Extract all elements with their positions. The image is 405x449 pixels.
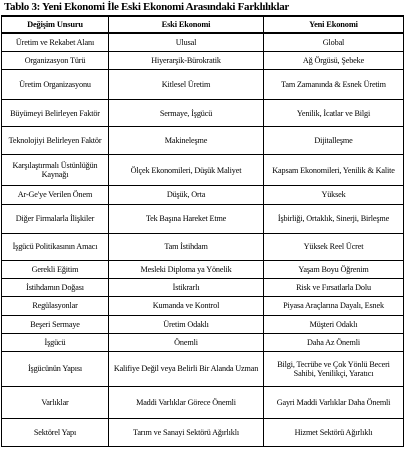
change-element-cell: Üretim ve Rekabet Alanı	[2, 33, 109, 51]
old-economy-cell: Mesleki Diploma ya Yönelik	[109, 260, 264, 278]
old-economy-cell: Sermaye, İşgücü	[109, 100, 264, 127]
change-element-cell: İşgücünün Yapısı	[2, 352, 109, 386]
old-economy-cell: Tek Başına Hareket Etme	[109, 204, 264, 233]
table-row	[2, 260, 404, 278]
new-economy-cell: İşbirliği, Ortaklık, Sinerji, Birleşme	[264, 204, 404, 233]
old-economy-cell: Düşük, Orta	[109, 186, 264, 204]
change-element-cell: Büyümeyi Belirleyen Faktör	[2, 100, 109, 127]
new-economy-cell: Yaşam Boyu Öğrenim	[264, 260, 404, 278]
change-element-cell: Sektörel Yapı	[2, 418, 109, 446]
new-economy-cell: Yenilik, İcatlar ve Bilgi	[264, 100, 404, 127]
old-economy-cell: Makineleşme	[109, 127, 264, 155]
new-economy-cell: Hizmet Sektörü Ağırlıklı	[264, 418, 404, 446]
new-economy-cell: Risk ve Fırsatlarla Dolu	[264, 278, 404, 296]
table-row	[2, 386, 404, 418]
change-element-cell: İşgücü	[2, 333, 109, 351]
table-row	[2, 51, 404, 69]
new-economy-cell: Yüksek Reel Ücret	[264, 233, 404, 260]
change-element-cell: İstihdamın Doğası	[2, 278, 109, 296]
new-economy-cell: Gayri Maddi Varlıklar Daha Önemli	[264, 386, 404, 418]
old-economy-cell: Üretim Odaklı	[109, 315, 264, 333]
old-economy-cell: İstikrarlı	[109, 278, 264, 296]
old-economy-cell: Kitlesel Üretim	[109, 70, 264, 100]
change-element-cell: İşgücü Politikasının Amacı	[2, 233, 109, 260]
change-element-cell: Gerekli Eğitim	[2, 260, 109, 278]
old-economy-cell: Ulusal	[109, 33, 264, 51]
new-economy-cell: Tam Zamanında & Esnek Üretim	[264, 70, 404, 100]
new-economy-cell: Global	[264, 33, 404, 51]
table-row	[2, 233, 404, 260]
change-element-cell: Regülasyonlar	[2, 297, 109, 315]
old-economy-cell: Tam İstihdam	[109, 233, 264, 260]
table-row	[2, 418, 404, 446]
table-row	[2, 155, 404, 186]
new-economy-cell: Ağ Örgüsü, Şebeke	[264, 51, 404, 69]
new-economy-cell: Yüksek	[264, 186, 404, 204]
table-title: Tablo 3: Yeni Ekonomi İle Eski Ekonomi Arasındaki Farklılıklar	[4, 1, 289, 13]
new-economy-cell: Kapsam Ekonomileri, Yenilik & Kalite	[264, 155, 404, 186]
change-element-cell: Diğer Firmalarla İlişkiler	[2, 204, 109, 233]
change-element-cell: Karşılaştırmalı Üstünlüğün Kaynağı	[2, 155, 109, 186]
header-row	[2, 16, 404, 33]
new-economy-cell: Dijitalleşme	[264, 127, 404, 155]
old-economy-cell: Hiyerarşik-Bürokratik	[109, 51, 264, 69]
old-economy-cell: Tarım ve Sanayi Sektörü Ağırlıklı	[109, 418, 264, 446]
old-economy-cell: Kalifiye Değil veya Belirli Bir Alanda Uzman	[109, 352, 264, 386]
old-economy-cell: Kumanda ve Kontrol	[109, 297, 264, 315]
table-row	[2, 127, 404, 155]
change-element-cell: Teknolojiyi Belirleyen Faktör	[2, 127, 109, 155]
change-element-cell: Beşeri Sermaye	[2, 315, 109, 333]
table-row	[2, 186, 404, 204]
old-economy-cell: Maddi Varlıklar Görece Önemli	[109, 386, 264, 418]
table-row	[2, 297, 404, 315]
table-row	[2, 33, 404, 51]
change-element-cell: Üretim Organizasyonu	[2, 70, 109, 100]
header-cell-change-element: Değişim Unsuru	[2, 16, 109, 33]
header-cell-new-economy: Yeni Ekonomi	[264, 16, 404, 33]
table-row	[2, 100, 404, 127]
comparison-table	[1, 15, 404, 447]
new-economy-cell: Müşteri Odaklı	[264, 315, 404, 333]
table-body	[2, 33, 404, 447]
header-cell-old-economy: Eski Ekonomi	[109, 16, 264, 33]
new-economy-cell: Piyasa Araçlarına Dayalı, Esnek	[264, 297, 404, 315]
change-element-cell: Ar-Ge'ye Verilen Önem	[2, 186, 109, 204]
new-economy-cell: Bilgi, Tecrübe ve Çok Yönlü Beceri Sahibi, Yenilikçi, Yaratıcı	[264, 352, 404, 386]
old-economy-cell: Ölçek Ekonomileri, Düşük Maliyet	[109, 155, 264, 186]
table-row	[2, 278, 404, 296]
table-row	[2, 315, 404, 333]
table-row	[2, 352, 404, 386]
table-row	[2, 333, 404, 351]
table-row	[2, 204, 404, 233]
change-element-cell: Organizasyon Türü	[2, 51, 109, 69]
table-row	[2, 70, 404, 100]
new-economy-cell: Daha Az Önemli	[264, 333, 404, 351]
old-economy-cell: Önemli	[109, 333, 264, 351]
change-element-cell: Varlıklar	[2, 386, 109, 418]
